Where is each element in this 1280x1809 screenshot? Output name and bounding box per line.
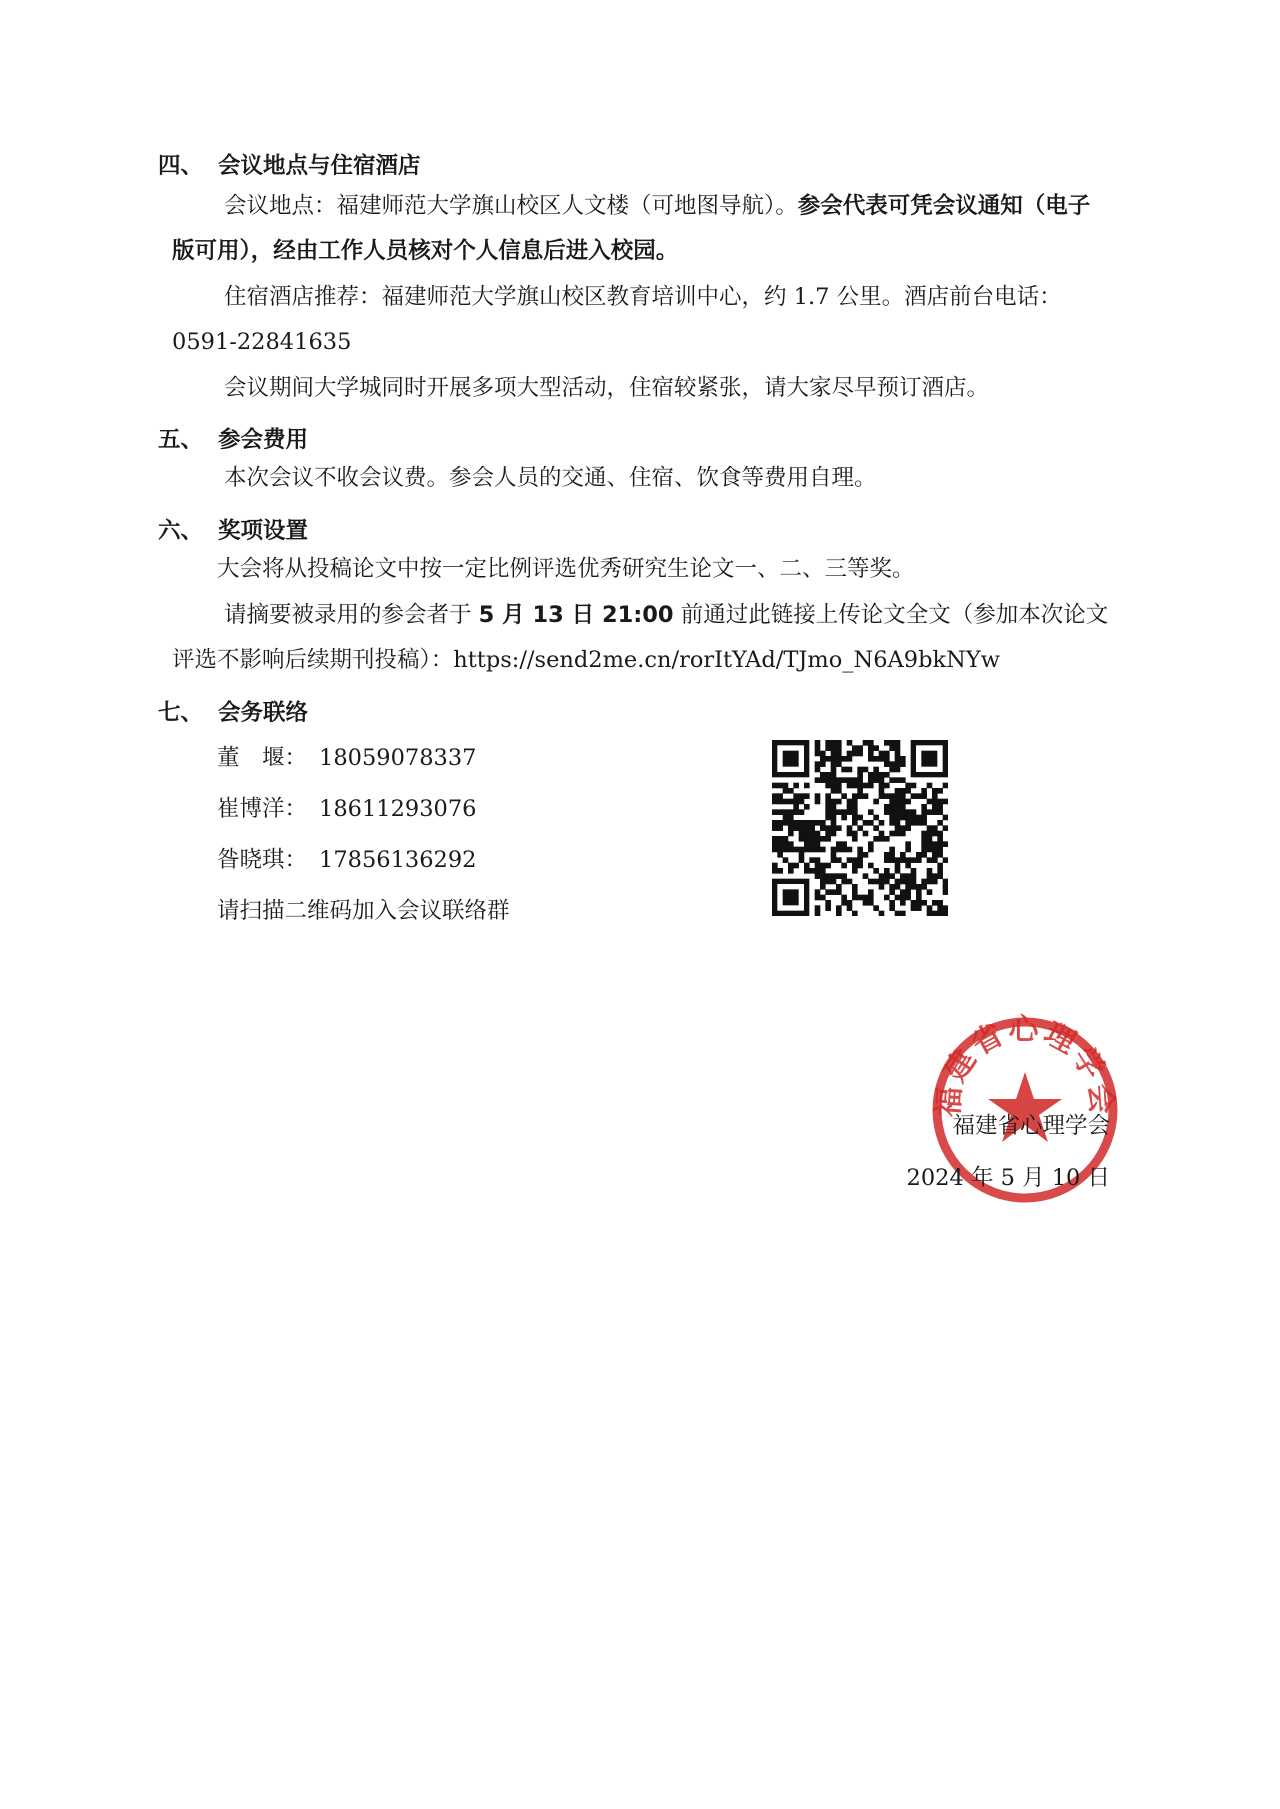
contact-name: 昝晓琪： — [217, 847, 308, 873]
upload-paragraph — [172, 593, 1112, 683]
section-6-heading — [158, 513, 308, 545]
section-5-heading — [158, 422, 308, 454]
venue-text: 福建师范大学旗山校区人文楼（可地图导航）。 — [336, 193, 798, 219]
contact-phone: 18059078337 — [319, 745, 477, 771]
upload-text-a: 请摘要被录用的参会者于 — [224, 602, 479, 628]
section-4-heading — [158, 148, 421, 180]
contact-row — [217, 740, 476, 772]
section-6-title: 奖项设置 — [218, 518, 309, 544]
signature-org: 福建省心理学会 — [952, 1113, 1110, 1139]
award-paragraph: 大会将从投稿论文中按一定比例评选优秀研究生论文一、二、三等奖。 — [217, 556, 915, 582]
contact-name: 崔博洋： — [217, 796, 308, 822]
upload-deadline: 5 月 13 日 21:00 — [478, 602, 674, 628]
hotel-paragraph: 住宿酒店推荐：福建师范大学旗山校区教育培训中心，约 1.7 公里。酒店前台电话：0591-22841635 — [172, 284, 1062, 355]
section-7-title: 会务联络 — [218, 700, 309, 726]
hotel-note: 会议期间大学城同时开展多项大型活动，住宿较紧张，请大家尽早预订酒店。 — [224, 375, 990, 401]
section-4-number: 四、 — [158, 153, 204, 179]
venue-label: 会议地点： — [224, 193, 337, 219]
section-4-title: 会议地点与住宿酒店 — [218, 153, 421, 179]
section-5-title: 参会费用 — [218, 427, 309, 453]
qr-code[interactable] — [772, 740, 948, 916]
venue-paragraph — [172, 184, 1112, 274]
qr-instruction: 请扫描二维码加入会议联络群 — [217, 898, 510, 924]
upload-text-b: 前通过此链接上传论文全文（参加本次论文评选不影响后续期刊投稿）：https://send2me.cn/rorItYAd/TJmo_N6A9bkNYw — [172, 602, 1109, 673]
section-7-heading — [158, 695, 308, 727]
svg-text:福建省心理学会: 福建省心理学会 — [931, 1012, 1119, 1118]
contact-phone: 17856136292 — [319, 847, 477, 873]
venue-bold-notice: 参会代表可凭会议通知（电子版可用），经由工作人员核对个人信息后进入校园。 — [172, 193, 1091, 264]
section-6-number: 六、 — [158, 518, 204, 544]
section-5-number: 五、 — [158, 427, 204, 453]
contact-row — [217, 791, 476, 823]
section-7-number: 七、 — [158, 700, 204, 726]
contact-name: 董 堰： — [217, 745, 308, 771]
contact-phone: 18611293076 — [319, 796, 477, 822]
fee-paragraph: 本次会议不收会议费。参会人员的交通、住宿、饮食等费用自理。 — [224, 465, 877, 491]
contact-row — [217, 842, 476, 874]
signature-date: 2024 年 5 月 10 日 — [906, 1165, 1110, 1191]
